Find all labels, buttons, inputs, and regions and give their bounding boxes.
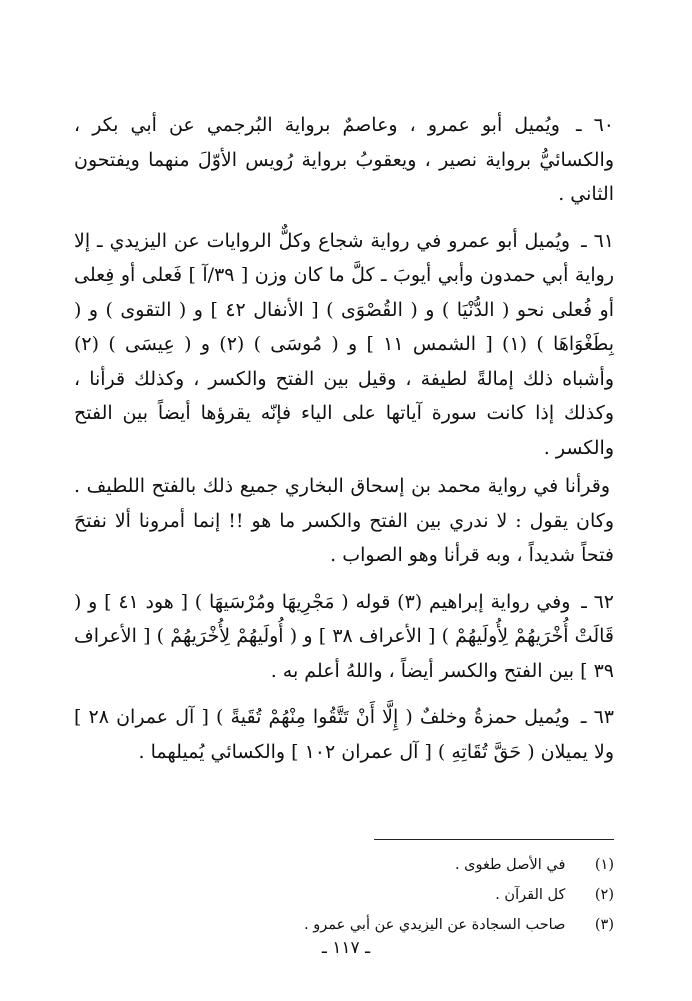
footnote-3 <box>74 910 614 940</box>
footnote-mark: (٢) <box>594 887 614 903</box>
paragraph-text: ويُميل أبو عمرو ، وعاصمٌ برواية البُرجمي عن أبي بكر ، والكسائيُّ برواية نصير ، ويعقوبُ برواية رُويس الأوّلَ منهما ويفتحون الثاني . <box>74 114 614 205</box>
footnotes <box>74 850 614 940</box>
paragraph-text: وفي رواية إبراهيم (٣) قوله ( مَجْرِيهَا ومُرْسَيهَا ) [ هود ٤١ ] و ( قَالَتْ أُخْرَيهُمْ لِأُولَيهُمْ ) [ الأعراف ٣٨ ] و ( أُولَيهُمْ لِأُخْرَيهُمْ ) [ الأعراف ٣٩ ] بين الفتح والكسر أيضاً ، واللهُ أعلم به . <box>74 590 614 682</box>
paragraph-61 <box>74 224 614 466</box>
paragraph-text: وقرأنا في رواية محمد بن إسحاق البخاري جميع ذلك بالفتح اللطيف . وكان يقول : لا ندري بين الفتح والكسر ما هو !! إنما أمرونا ألا نفتحَ فتحاً شديداً ، وبه قرأنا وهو الصواب . <box>74 475 614 566</box>
paragraph-60 <box>74 108 614 212</box>
footnote-2 <box>74 880 614 910</box>
paragraph-63 <box>74 700 614 769</box>
footnote-divider <box>374 839 614 840</box>
footnote-text: كل القرآن . <box>495 887 566 903</box>
footnote-mark: (٣) <box>594 917 614 933</box>
paragraph-text: ويُميل حمزةُ وخلفٌ ( إِلَّا أَنْ تَتَّقُوا مِنْهُمْ تُقَيةً ) [ آل عمران ٢٨ ] ولا يميلان ( حَقَّ تُقَاتِهِ ) [ آل عمران ١٠٢ ] والكسائي يُميلهما . <box>74 706 614 763</box>
footnote-1 <box>74 850 614 880</box>
paragraph-number: ٦٣ ـ <box>580 706 615 728</box>
paragraph-number: ٦٠ ـ <box>575 114 614 136</box>
page-number: ـ ١١٧ ـ <box>321 938 371 958</box>
footnote-mark: (١) <box>594 857 614 873</box>
paragraph-61-continued <box>74 469 614 573</box>
footnote-text: صاحب السجادة عن اليزيدي عن أبي عمرو . <box>303 917 566 933</box>
paragraph-number: ٦١ ـ <box>581 229 614 252</box>
paragraph-text: ويُميل أبو عمرو في رواية شجاع وكلٌّ الروايات عن اليزيدي ـ إلا رواية أبي حمدون وأبي أيوبَ ـ كلَّ ما كان وزن [ ٣٩/آ ] فَعلى أو فِعلى أو فُعلى نحو ( الدُّنْيَا ) و ( القُصْوَى ) [ الأنفال ٤٢ ] و ( التقوى ) و ( بِطَغْوَاهَا ) (١) [ الشمس ١١ ] و ( مُوسَى ) (٢) و ( عِيسَى ) (٢) وأشباه ذلك إمالةً لطيفة ، وقيل بين الفتح والكسر ، وكذلك قرأنا ، وكذلك إذا كانت سورة آياتها على الياء فإنّه يقرؤها أيضاً بين الفتح والكسر . <box>74 229 614 459</box>
main-text <box>74 108 614 769</box>
paragraph-62 <box>74 585 614 689</box>
footnote-text: في الأصل طغوى . <box>454 857 566 873</box>
paragraph-number: ٦٢ ـ <box>581 590 614 613</box>
